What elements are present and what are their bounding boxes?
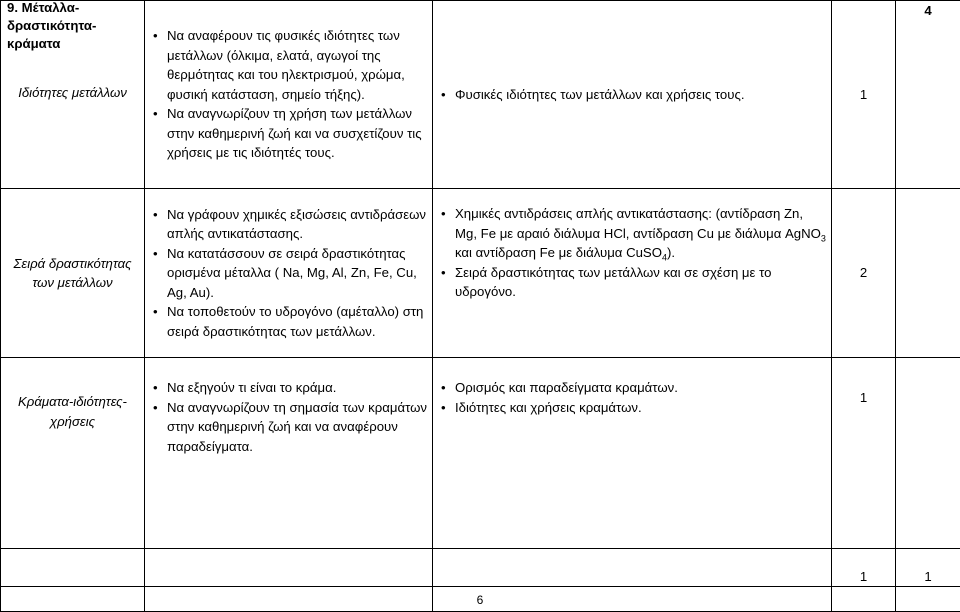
page-number: 6 — [0, 592, 960, 608]
table-row — [1, 189, 960, 358]
bullet-icon: • — [153, 378, 158, 398]
content-cell — [433, 189, 832, 358]
total-cell — [896, 1, 960, 189]
objectives-cell — [145, 358, 433, 549]
bullet-icon: • — [441, 378, 446, 398]
topic-cell — [1, 189, 145, 358]
topic-label: Κράματα-ιδιότητες-χρήσεις — [1, 358, 144, 431]
total-value: 4 — [924, 3, 931, 18]
objectives-cell — [145, 189, 433, 358]
bullet-icon: • — [153, 26, 158, 46]
content-list — [433, 358, 831, 417]
bullet-icon: • — [153, 302, 158, 322]
periods-cell — [832, 358, 896, 549]
periods-cell — [832, 189, 896, 358]
topic-label: Σειρά δραστικότητας των μετάλλων — [1, 254, 144, 293]
content-cell — [433, 1, 832, 189]
list-item: • Να αναγνωρίζουν τη σημασία των κραμάτων στην καθημερινή ζωή και να αναφέρουν παραδείγματα. — [153, 398, 428, 457]
table-row — [1, 549, 960, 587]
objectives-list — [145, 26, 432, 163]
content-list — [433, 85, 831, 105]
list-item: • Ορισμός και παραδείγματα κραμάτων. — [441, 378, 827, 398]
periods-value: 1 — [860, 569, 867, 584]
periods-value: 2 — [860, 265, 867, 280]
total-value: 1 — [924, 569, 931, 584]
list-item: • Φυσικές ιδιότητες των μετάλλων και χρήσεις τους. — [441, 85, 827, 105]
topic-label: Ιδιότητες μετάλλων — [1, 83, 144, 103]
list-item: • Σειρά δραστικότητας των μετάλλων και σε σχέση με το υδρογόνο. — [441, 263, 827, 302]
periods-value: 1 — [860, 87, 867, 102]
bullet-icon: • — [441, 85, 446, 105]
objectives-list — [145, 358, 432, 456]
bullet-icon: • — [441, 263, 446, 283]
periods-cell — [832, 1, 896, 189]
total-cell — [896, 549, 960, 587]
objectives-list — [145, 205, 432, 342]
periods-cell — [832, 549, 896, 587]
table-row — [1, 358, 960, 549]
bullet-icon: • — [153, 398, 158, 418]
periods-value: 1 — [832, 358, 895, 408]
bullet-icon: • — [153, 205, 158, 225]
unit-title: 9. Μέταλλα-δραστικότητα-κράματα — [1, 0, 144, 53]
bullet-icon: • — [441, 204, 446, 224]
topic-cell — [1, 549, 145, 587]
list-item: • Να κατατάσσουν σε σειρά δραστικότητας ορισμένα μέταλλα ( Na, Mg, Al, Zn, Fe, Cu, Ag, Au). — [153, 244, 428, 303]
list-item: • Να γράφουν χημικές εξισώσεις αντιδράσεων απλής αντικατάστασης. — [153, 205, 428, 244]
objectives-cell — [145, 549, 433, 587]
bullet-icon: • — [153, 104, 158, 124]
content-cell — [433, 549, 832, 587]
content-cell — [433, 358, 832, 549]
content-list — [433, 204, 831, 302]
total-cell — [896, 189, 960, 358]
total-cell — [896, 358, 960, 549]
list-item: • Να αναφέρουν τις φυσικές ιδιότητες των μετάλλων (όλκιμα, ελατά, αγωγοί της θερμότητας και του ηλεκτρισμού, χρώμα, φυσική κατάσταση, σημείο τήξης). — [153, 26, 428, 104]
list-item: • Ιδιότητες και χρήσεις κραμάτων. — [441, 398, 827, 418]
list-item: • Χημικές αντιδράσεις απλής αντικατάστασης: (αντίδραση Zn, Mg, Fe με αραιό διάλυμα HCl, αντίδραση Cu με διάλυμα AgNO$_3$ και αντίδραση Fe με διάλυμα CuSO$_4$). — [441, 204, 827, 263]
objectives-cell — [145, 1, 433, 189]
topic-cell — [1, 1, 145, 189]
bullet-icon: • — [441, 398, 446, 418]
topic-cell — [1, 358, 145, 549]
bullet-icon: • — [153, 244, 158, 264]
list-item: • Να εξηγούν τι είναι το κράμα. — [153, 378, 428, 398]
list-item: • Να τοποθετούν το υδρογόνο (αμέταλλο) στη σειρά δραστικότητας των μετάλλων. — [153, 302, 428, 341]
list-item: • Να αναγνωρίζουν τη χρήση των μετάλλων στην καθημερινή ζωή και να συσχετίζουν τις χρήσεις με τις ιδιότητές τους. — [153, 104, 428, 163]
table-row — [1, 1, 960, 189]
